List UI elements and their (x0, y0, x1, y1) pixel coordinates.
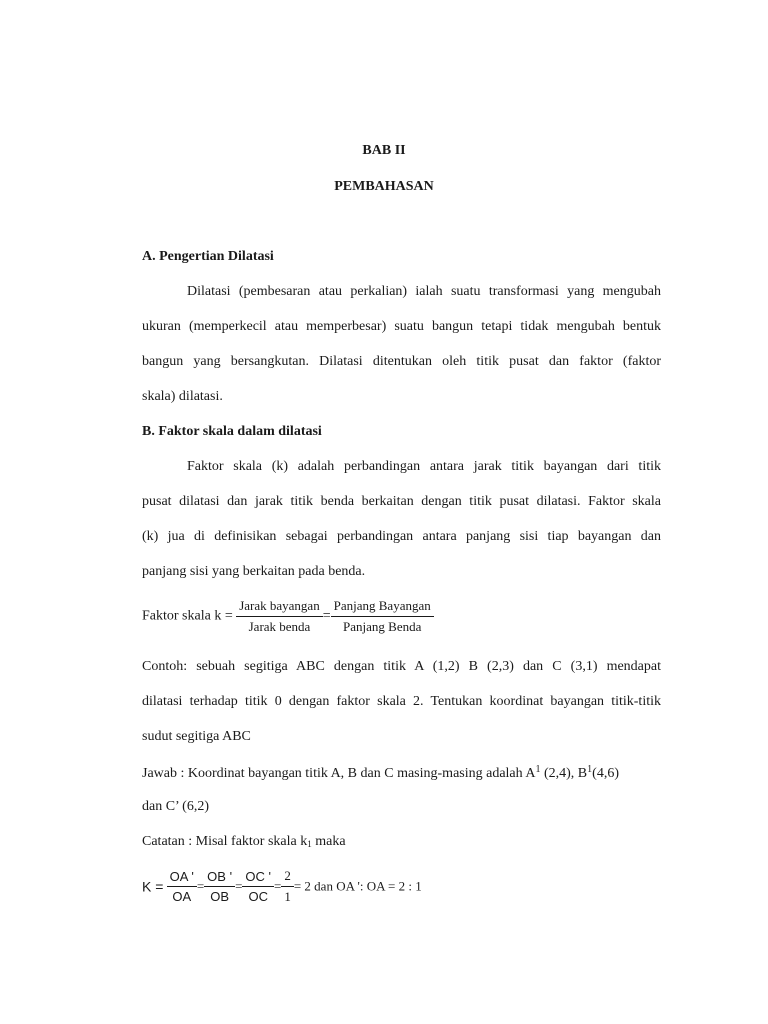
section-b-line-2: pusat dilatasi dan jarak titik benda berkaitan dengan titik pusat dilatasi. Faktor skala (142, 494, 661, 509)
section-a-line-4: skala) dilatasi. (142, 389, 223, 404)
contoh-line-1: Contoh: sebuah segitiga ABC dengan titik A (1,2) B (2,3) dan C (3,1) mendapat (142, 659, 661, 674)
formula-ratio (142, 868, 422, 905)
formula-faktor-skala (142, 598, 434, 635)
formula1-frac1-numerator: Jarak bayangan (236, 598, 323, 617)
catatan-text-a: Catatan : Misal faktor skala k (142, 834, 308, 849)
formula1-frac2-denominator: Panjang Benda (343, 619, 422, 634)
formula1-equals: = (322, 608, 331, 624)
formula2-tail: = 2 dan OA ': OA = 2 : 1 (293, 878, 422, 894)
jawab-line-1 (142, 764, 619, 782)
formula2-frac-oc (242, 869, 274, 904)
jawab-text-b: (2,4), B (540, 766, 588, 781)
formula2-frac-ob-num: OB ' (204, 869, 235, 887)
contoh-line-2: dilatasi terhadap titik 0 dengan faktor skala 2. Tentukan koordinat bayangan titik-titik (142, 694, 661, 709)
formula1-fraction-jarak (236, 598, 323, 635)
formula2-frac-2-1-num: 2 (281, 868, 294, 887)
formula2-frac-oc-den: OC (248, 889, 268, 904)
formula2-eq-2: = (235, 878, 243, 894)
chapter-subtitle: PEMBAHASAN (334, 179, 434, 194)
formula2-frac-oa-num: OA ' (167, 869, 197, 887)
formula1-frac1-denominator: Jarak benda (248, 619, 311, 634)
formula2-frac-2-1-den: 1 (284, 889, 291, 904)
jawab-text-c: (4,6) (592, 766, 619, 781)
jawab-line-2: dan C’ (6,2) (142, 799, 209, 814)
section-b-heading: B. Faktor skala dalam dilatasi (142, 424, 322, 439)
jawab-sup-a: 1 (535, 764, 541, 775)
catatan-subscript: 1 (307, 839, 312, 849)
catatan-text-b: maka (311, 834, 346, 849)
formula1-frac2-numerator: Panjang Bayangan (331, 598, 434, 617)
formula2-frac-ob-den: OB (210, 889, 230, 904)
catatan-line (142, 834, 346, 850)
formula2-frac-oc-num: OC ' (242, 869, 274, 887)
formula1-fraction-panjang (331, 598, 434, 635)
section-a-line-1: Dilatasi (pembesaran atau perkalian) ialah suatu transformasi yang mengubah (187, 284, 661, 299)
section-a-line-3: bangun yang bersangkutan. Dilatasi ditentukan oleh titik pusat dan faktor (faktor (142, 354, 661, 369)
section-b-line-3: (k) jua di definisikan sebagai perbandingan antara panjang sisi tiap bayangan dan (142, 529, 661, 544)
section-a-line-2: ukuran (memperkecil atau memperbesar) suatu bangun tetapi tidak mengubah bentuk (142, 319, 661, 334)
section-b-line-4: panjang sisi yang berkaitan pada benda. (142, 564, 366, 579)
section-b-line-1: Faktor skala (k) adalah perbandingan antara jarak titik bayangan dari titik (187, 459, 661, 474)
formula2-frac-2-1 (281, 868, 294, 905)
formula2-lhs: K = (142, 878, 164, 895)
formula1-lhs: Faktor skala k = (142, 608, 233, 624)
formula2-frac-oa-den: OA (172, 889, 192, 904)
jawab-text-a: Jawab : Koordinat bayangan titik A, B dan C masing-masing adalah A (142, 766, 536, 781)
chapter-title: BAB II (362, 143, 406, 158)
formula2-eq-3: = (274, 878, 282, 894)
formula2-eq-1: = (196, 878, 205, 894)
contoh-line-3: sudut segitiga ABC (142, 729, 251, 744)
formula2-frac-ob (204, 869, 235, 904)
section-a-heading: A. Pengertian Dilatasi (142, 249, 274, 264)
jawab-sup-b: 1 (587, 764, 593, 775)
formula2-frac-oa (167, 869, 197, 904)
